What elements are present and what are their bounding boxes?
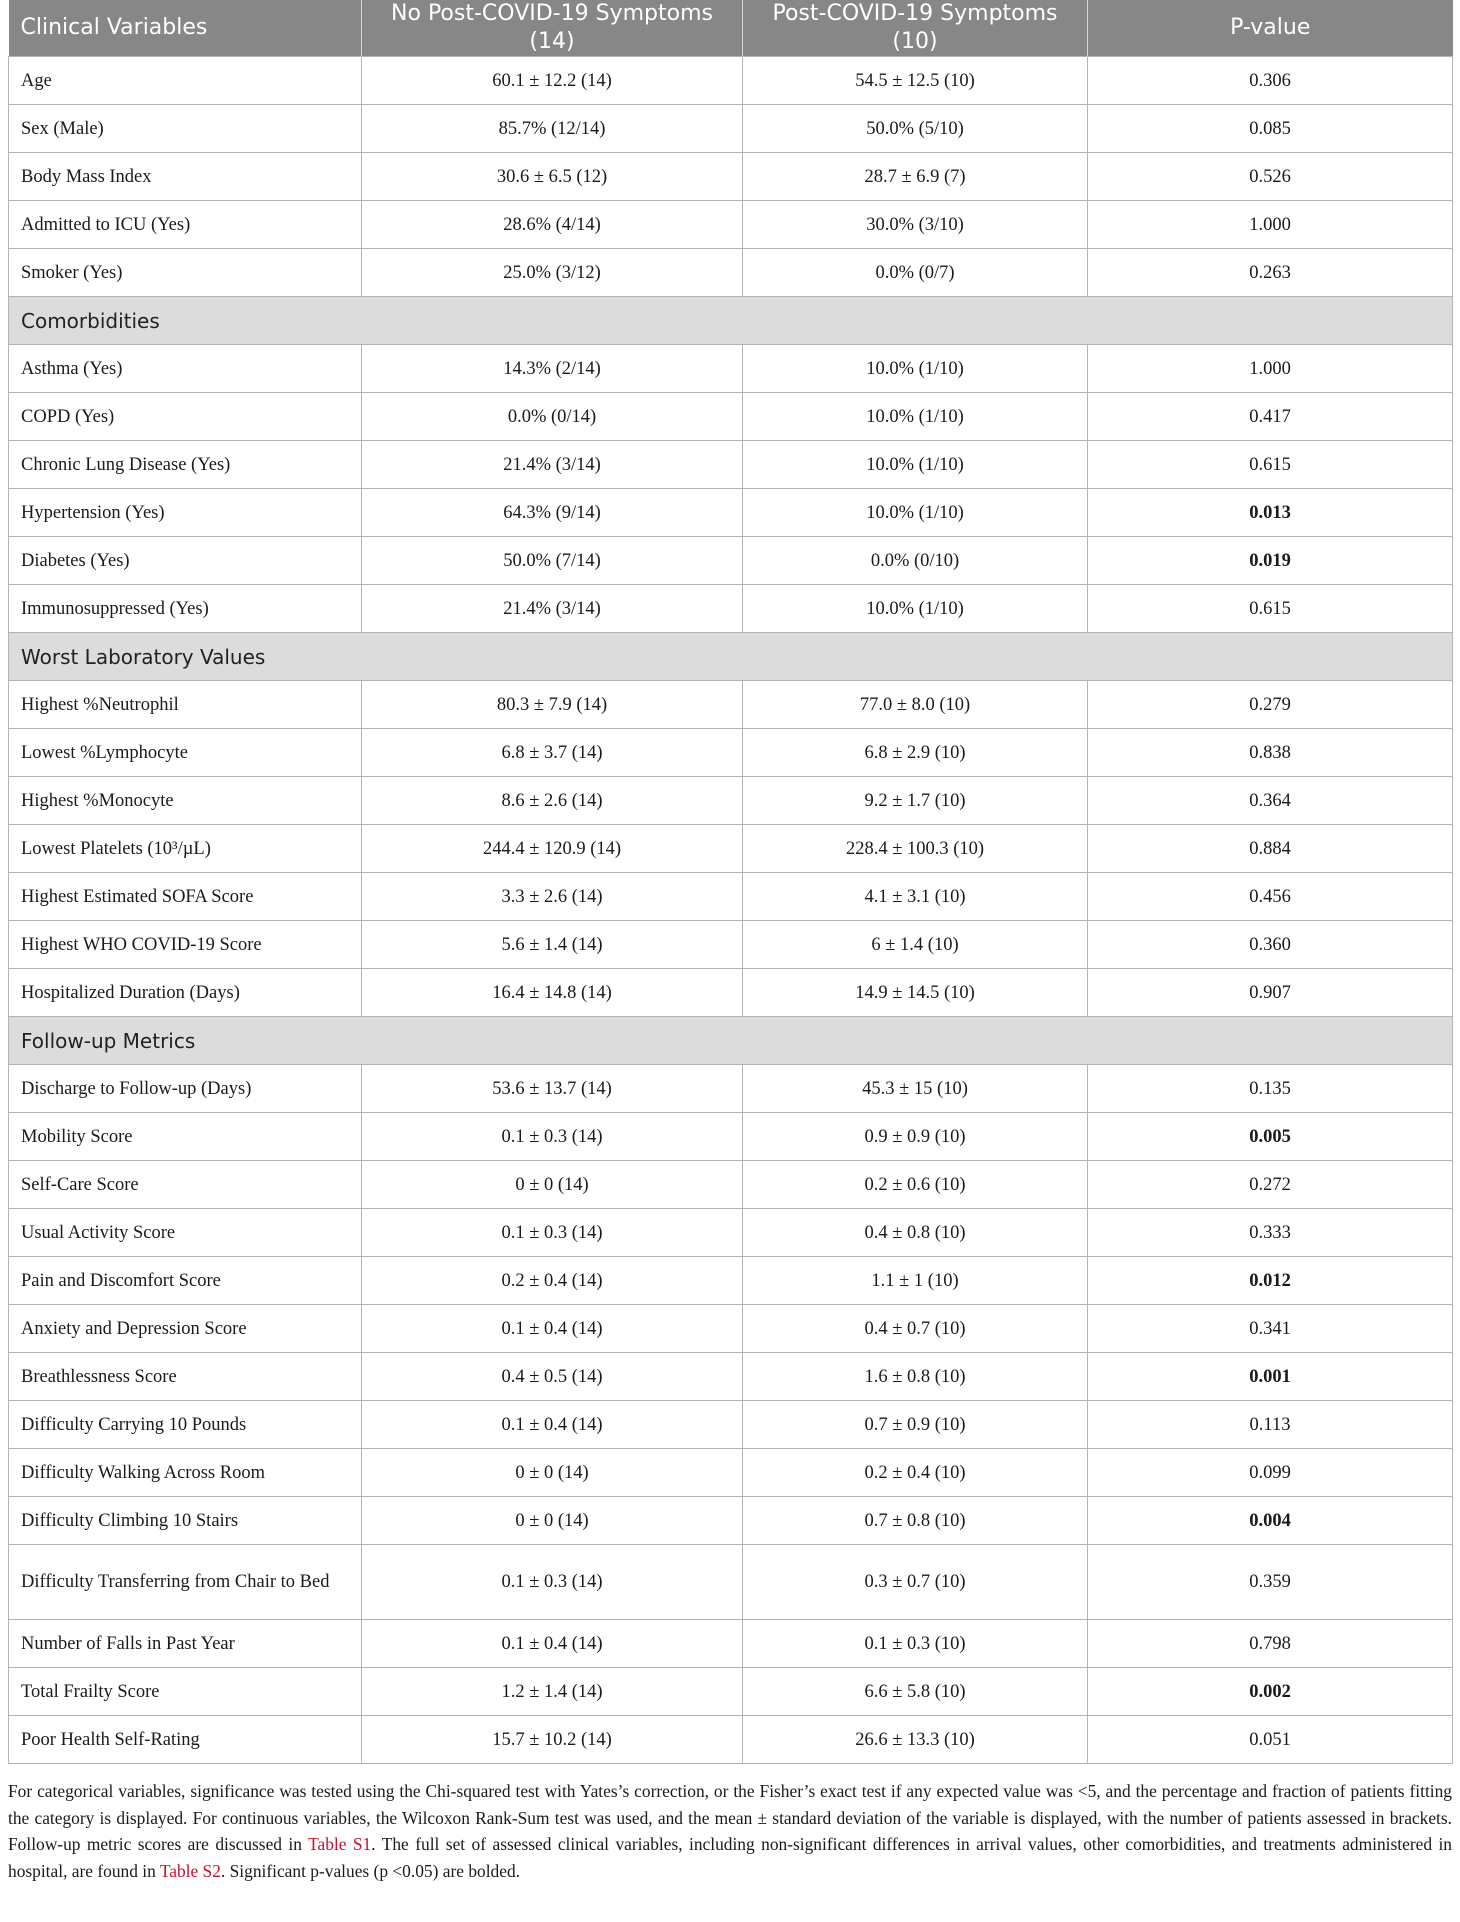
symptoms-cell: 6 ± 1.4 (10) xyxy=(743,921,1088,969)
variable-name-cell: Highest Estimated SOFA Score xyxy=(9,873,362,921)
variable-name-cell: Mobility Score xyxy=(9,1113,362,1161)
no-symptoms-cell: 0.1 ± 0.4 (14) xyxy=(362,1620,743,1668)
variable-name-cell: Highest WHO COVID-19 Score xyxy=(9,921,362,969)
symptoms-cell: 26.6 ± 13.3 (10) xyxy=(743,1716,1088,1764)
section-header-row xyxy=(9,1017,1453,1065)
table-row xyxy=(9,729,1453,777)
p-value-cell: 0.272 xyxy=(1088,1161,1453,1209)
p-value-cell: 1.000 xyxy=(1088,201,1453,249)
symptoms-cell: 0.7 ± 0.8 (10) xyxy=(743,1497,1088,1545)
variable-name-cell: Hospitalized Duration (Days) xyxy=(9,969,362,1017)
no-symptoms-cell: 16.4 ± 14.8 (14) xyxy=(362,969,743,1017)
section-title: Follow-up Metrics xyxy=(9,1017,1453,1065)
no-symptoms-cell: 0.2 ± 0.4 (14) xyxy=(362,1257,743,1305)
no-symptoms-cell: 60.1 ± 12.2 (14) xyxy=(362,57,743,105)
variable-name-cell: Number of Falls in Past Year xyxy=(9,1620,362,1668)
p-value-cell: 0.019 xyxy=(1088,537,1453,585)
p-value-cell: 0.085 xyxy=(1088,105,1453,153)
no-symptoms-cell: 0 ± 0 (14) xyxy=(362,1497,743,1545)
p-value-cell: 0.838 xyxy=(1088,729,1453,777)
symptoms-cell: 9.2 ± 1.7 (10) xyxy=(743,777,1088,825)
table-row xyxy=(9,489,1453,537)
p-value-cell: 0.456 xyxy=(1088,873,1453,921)
variable-name-cell: Self-Care Score xyxy=(9,1161,362,1209)
p-value-cell: 0.099 xyxy=(1088,1449,1453,1497)
variable-name-cell: Asthma (Yes) xyxy=(9,345,362,393)
table-row xyxy=(9,249,1453,297)
no-symptoms-cell: 0.1 ± 0.3 (14) xyxy=(362,1545,743,1620)
table-row xyxy=(9,1620,1453,1668)
table-row xyxy=(9,1257,1453,1305)
symptoms-cell: 0.3 ± 0.7 (10) xyxy=(743,1545,1088,1620)
variable-name-cell: Total Frailty Score xyxy=(9,1668,362,1716)
symptoms-cell: 0.4 ± 0.8 (10) xyxy=(743,1209,1088,1257)
table-row xyxy=(9,537,1453,585)
table-row xyxy=(9,105,1453,153)
no-symptoms-cell: 28.6% (4/14) xyxy=(362,201,743,249)
table-row xyxy=(9,921,1453,969)
p-value-cell: 0.279 xyxy=(1088,681,1453,729)
clinical-variables-table xyxy=(8,0,1453,1764)
p-value-cell: 0.341 xyxy=(1088,1305,1453,1353)
symptoms-cell: 10.0% (1/10) xyxy=(743,489,1088,537)
table-container xyxy=(8,0,1452,1901)
p-value-cell: 0.306 xyxy=(1088,57,1453,105)
no-symptoms-cell: 0.4 ± 0.5 (14) xyxy=(362,1353,743,1401)
no-symptoms-cell: 30.6 ± 6.5 (12) xyxy=(362,153,743,201)
no-symptoms-cell: 0.1 ± 0.4 (14) xyxy=(362,1401,743,1449)
variable-name-cell: Lowest %Lymphocyte xyxy=(9,729,362,777)
p-value-cell: 0.005 xyxy=(1088,1113,1453,1161)
variable-name-cell: Admitted to ICU (Yes) xyxy=(9,201,362,249)
symptoms-cell: 6.8 ± 2.9 (10) xyxy=(743,729,1088,777)
p-value-cell: 0.333 xyxy=(1088,1209,1453,1257)
variable-name-cell: Difficulty Carrying 10 Pounds xyxy=(9,1401,362,1449)
table-row xyxy=(9,153,1453,201)
no-symptoms-cell: 50.0% (7/14) xyxy=(362,537,743,585)
symptoms-cell: 0.0% (0/7) xyxy=(743,249,1088,297)
p-value-cell: 0.364 xyxy=(1088,777,1453,825)
table-row xyxy=(9,1716,1453,1764)
no-symptoms-cell: 25.0% (3/12) xyxy=(362,249,743,297)
variable-name-cell: Breathlessness Score xyxy=(9,1353,362,1401)
table-footnote: For categorical variables, significance was tested using the Chi-squared test with Yates’s correction, or the Fisher’s exact test if any expected value was <5, and the percentage and fraction of patients fitting the category is displayed. For continuous variables, the Wilcoxon Rank-Sum test was used, and the mean ± standard deviation of the variable is displayed, with the number of patients assessed in brackets. Follow-up metric scores are discussed in Table S1. The full set of assessed clinical variables, including non-significant differences in arrival values, other comorbidities, and treatments administered in hospital, are found in Table S2. Significant p-values (p <0.05) are bolded. xyxy=(8,1781,1453,1881)
header-symptoms: Post-COVID-19 Symptoms (10) xyxy=(743,0,1088,57)
table-row xyxy=(9,873,1453,921)
table-row xyxy=(9,201,1453,249)
table-row xyxy=(9,585,1453,633)
table-row xyxy=(9,825,1453,873)
variable-name-cell: Pain and Discomfort Score xyxy=(9,1257,362,1305)
variable-name-cell: Highest %Neutrophil xyxy=(9,681,362,729)
p-value-cell: 0.359 xyxy=(1088,1545,1453,1620)
variable-name-cell: Highest %Monocyte xyxy=(9,777,362,825)
symptoms-cell: 10.0% (1/10) xyxy=(743,345,1088,393)
symptoms-cell: 4.1 ± 3.1 (10) xyxy=(743,873,1088,921)
variable-name-cell: Chronic Lung Disease (Yes) xyxy=(9,441,362,489)
no-symptoms-cell: 3.3 ± 2.6 (14) xyxy=(362,873,743,921)
table-row xyxy=(9,1668,1453,1716)
symptoms-cell: 30.0% (3/10) xyxy=(743,201,1088,249)
p-value-cell: 0.113 xyxy=(1088,1401,1453,1449)
table-row xyxy=(9,1497,1453,1545)
no-symptoms-cell: 244.4 ± 120.9 (14) xyxy=(362,825,743,873)
variable-name-cell: Hypertension (Yes) xyxy=(9,489,362,537)
no-symptoms-cell: 0 ± 0 (14) xyxy=(362,1449,743,1497)
p-value-cell: 0.615 xyxy=(1088,585,1453,633)
section-title: Worst Laboratory Values xyxy=(9,633,1453,681)
p-value-cell: 0.907 xyxy=(1088,969,1453,1017)
no-symptoms-cell: 6.8 ± 3.7 (14) xyxy=(362,729,743,777)
section-header-row xyxy=(9,297,1453,345)
p-value-cell: 0.004 xyxy=(1088,1497,1453,1545)
symptoms-cell: 0.2 ± 0.6 (10) xyxy=(743,1161,1088,1209)
p-value-cell: 0.360 xyxy=(1088,921,1453,969)
no-symptoms-cell: 64.3% (9/14) xyxy=(362,489,743,537)
section-title: Comorbidities xyxy=(9,297,1453,345)
table-row xyxy=(9,1305,1453,1353)
no-symptoms-cell: 0.1 ± 0.3 (14) xyxy=(362,1113,743,1161)
table-row xyxy=(9,1209,1453,1257)
no-symptoms-cell: 21.4% (3/14) xyxy=(362,441,743,489)
variable-name-cell: Difficulty Walking Across Room xyxy=(9,1449,362,1497)
symptoms-cell: 6.6 ± 5.8 (10) xyxy=(743,1668,1088,1716)
symptoms-cell: 1.6 ± 0.8 (10) xyxy=(743,1353,1088,1401)
symptoms-cell: 0.9 ± 0.9 (10) xyxy=(743,1113,1088,1161)
header-clinical-variables: Clinical Variables xyxy=(9,0,362,57)
no-symptoms-cell: 0.1 ± 0.4 (14) xyxy=(362,1305,743,1353)
symptoms-cell: 0.1 ± 0.3 (10) xyxy=(743,1620,1088,1668)
p-value-cell: 0.798 xyxy=(1088,1620,1453,1668)
table-row xyxy=(9,1065,1453,1113)
p-value-cell: 0.013 xyxy=(1088,489,1453,537)
table-row xyxy=(9,1353,1453,1401)
variable-name-cell: Age xyxy=(9,57,362,105)
table-s1-link[interactable]: Table S1 xyxy=(308,1834,372,1854)
variable-name-cell: Sex (Male) xyxy=(9,105,362,153)
table-body xyxy=(9,57,1453,1764)
variable-name-cell: Anxiety and Depression Score xyxy=(9,1305,362,1353)
no-symptoms-cell: 85.7% (12/14) xyxy=(362,105,743,153)
section-header-row xyxy=(9,633,1453,681)
header-row xyxy=(9,0,1453,57)
symptoms-cell: 1.1 ± 1 (10) xyxy=(743,1257,1088,1305)
variable-name-cell: Difficulty Transferring from Chair to Bed xyxy=(9,1545,362,1620)
no-symptoms-cell: 14.3% (2/14) xyxy=(362,345,743,393)
table-row xyxy=(9,777,1453,825)
header-p-value: P-value xyxy=(1088,0,1453,57)
symptoms-cell: 50.0% (5/10) xyxy=(743,105,1088,153)
p-value-cell: 0.051 xyxy=(1088,1716,1453,1764)
no-symptoms-cell: 0 ± 0 (14) xyxy=(362,1161,743,1209)
p-value-cell: 0.135 xyxy=(1088,1065,1453,1113)
table-row xyxy=(9,1113,1453,1161)
variable-name-cell: Diabetes (Yes) xyxy=(9,537,362,585)
p-value-cell: 1.000 xyxy=(1088,345,1453,393)
table-row xyxy=(9,57,1453,105)
symptoms-cell: 77.0 ± 8.0 (10) xyxy=(743,681,1088,729)
no-symptoms-cell: 0.0% (0/14) xyxy=(362,393,743,441)
variable-name-cell: COPD (Yes) xyxy=(9,393,362,441)
symptoms-cell: 0.7 ± 0.9 (10) xyxy=(743,1401,1088,1449)
p-value-cell: 0.012 xyxy=(1088,1257,1453,1305)
symptoms-cell: 45.3 ± 15 (10) xyxy=(743,1065,1088,1113)
symptoms-cell: 10.0% (1/10) xyxy=(743,585,1088,633)
table-row xyxy=(9,1401,1453,1449)
no-symptoms-cell: 5.6 ± 1.4 (14) xyxy=(362,921,743,969)
no-symptoms-cell: 15.7 ± 10.2 (14) xyxy=(362,1716,743,1764)
table-row xyxy=(9,1545,1453,1620)
table-header xyxy=(9,0,1453,57)
symptoms-cell: 54.5 ± 12.5 (10) xyxy=(743,57,1088,105)
p-value-cell: 0.526 xyxy=(1088,153,1453,201)
symptoms-cell: 10.0% (1/10) xyxy=(743,393,1088,441)
variable-name-cell: Discharge to Follow-up (Days) xyxy=(9,1065,362,1113)
symptoms-cell: 228.4 ± 100.3 (10) xyxy=(743,825,1088,873)
table-row xyxy=(9,969,1453,1017)
table-s2-link[interactable]: Table S2 xyxy=(159,1860,221,1881)
table-row xyxy=(9,441,1453,489)
no-symptoms-cell: 8.6 ± 2.6 (14) xyxy=(362,777,743,825)
no-symptoms-cell: 53.6 ± 13.7 (14) xyxy=(362,1065,743,1113)
table-row xyxy=(9,681,1453,729)
no-symptoms-cell: 0.1 ± 0.3 (14) xyxy=(362,1209,743,1257)
p-value-cell: 0.615 xyxy=(1088,441,1453,489)
variable-name-cell: Usual Activity Score xyxy=(9,1209,362,1257)
variable-name-cell: Poor Health Self-Rating xyxy=(9,1716,362,1764)
symptoms-cell: 28.7 ± 6.9 (7) xyxy=(743,153,1088,201)
no-symptoms-cell: 21.4% (3/14) xyxy=(362,585,743,633)
variable-name-cell: Difficulty Climbing 10 Stairs xyxy=(9,1497,362,1545)
symptoms-cell: 0.0% (0/10) xyxy=(743,537,1088,585)
p-value-cell: 0.002 xyxy=(1088,1668,1453,1716)
header-no-symptoms: No Post-COVID-19 Symptoms (14) xyxy=(362,0,743,57)
table-row xyxy=(9,345,1453,393)
symptoms-cell: 10.0% (1/10) xyxy=(743,441,1088,489)
table-row xyxy=(9,1449,1453,1497)
variable-name-cell: Smoker (Yes) xyxy=(9,249,362,297)
symptoms-cell: 14.9 ± 14.5 (10) xyxy=(743,969,1088,1017)
variable-name-cell: Lowest Platelets (10³/µL) xyxy=(9,825,362,873)
p-value-cell: 0.884 xyxy=(1088,825,1453,873)
variable-name-cell: Immunosuppressed (Yes) xyxy=(9,585,362,633)
p-value-cell: 0.263 xyxy=(1088,249,1453,297)
no-symptoms-cell: 80.3 ± 7.9 (14) xyxy=(362,681,743,729)
p-value-cell: 0.001 xyxy=(1088,1353,1453,1401)
no-symptoms-cell: 1.2 ± 1.4 (14) xyxy=(362,1668,743,1716)
p-value-cell: 0.417 xyxy=(1088,393,1453,441)
symptoms-cell: 0.4 ± 0.7 (10) xyxy=(743,1305,1088,1353)
variable-name-cell: Body Mass Index xyxy=(9,153,362,201)
table-row xyxy=(9,1161,1453,1209)
symptoms-cell: 0.2 ± 0.4 (10) xyxy=(743,1449,1088,1497)
table-row xyxy=(9,393,1453,441)
